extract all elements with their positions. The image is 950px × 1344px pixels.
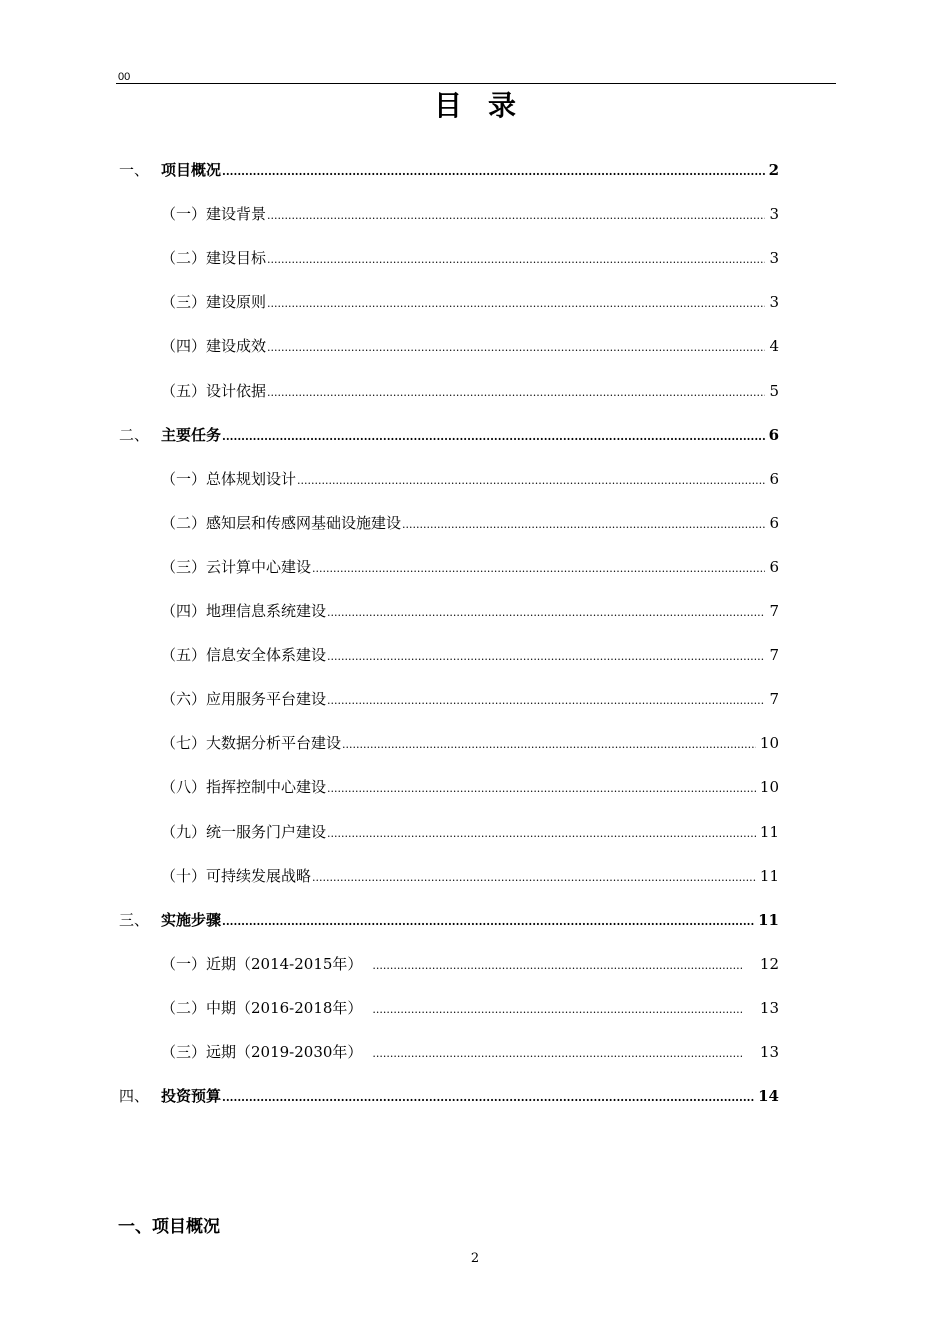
toc-entry-page: 11 <box>759 866 779 885</box>
toc-entry-page: 7 <box>769 646 779 665</box>
toc-entry-label: （十）可持续发展战略 <box>161 866 312 885</box>
toc-leader-dots <box>222 425 765 449</box>
toc-leader-dots <box>267 248 765 272</box>
toc-entry-page: 6 <box>769 469 779 488</box>
toc-entry-page: 10 <box>759 734 779 753</box>
toc-entry-page: 10 <box>759 778 779 797</box>
toc-leader-dots <box>327 822 756 846</box>
toc-entry-label: （八）指挥控制中心建设 <box>161 778 327 797</box>
toc-entry-page: 5 <box>769 381 779 400</box>
toc-entry[interactable] <box>119 1084 779 1108</box>
toc-entry-label: （六）应用服务平台建设 <box>161 690 327 709</box>
toc-entry-label: （一）近期（2014-2015年） <box>161 954 363 973</box>
toc-entry-page: 2 <box>768 161 779 179</box>
toc-leader-dots <box>312 866 756 890</box>
toc-leader-dots <box>222 160 765 184</box>
toc-entry-page: 13 <box>759 998 779 1017</box>
toc-entry[interactable] <box>161 599 779 623</box>
header-mark: 00 <box>118 71 131 83</box>
toc-entry[interactable] <box>161 952 779 976</box>
toc-entry[interactable] <box>161 555 779 579</box>
toc-entry[interactable] <box>161 246 779 270</box>
toc-entry-label: （三）远期（2019-2030年） <box>161 1043 363 1061</box>
toc-entry-label: （一）总体规划设计 <box>161 469 297 488</box>
toc-entry-page: 7 <box>769 690 779 709</box>
toc-leader-dots <box>267 381 765 405</box>
toc-entry[interactable] <box>161 775 779 799</box>
toc-entry[interactable] <box>161 202 779 226</box>
toc-entry-page: 3 <box>769 249 779 268</box>
toc-entry-number: 二、 <box>119 425 150 444</box>
toc-entry[interactable] <box>119 158 779 182</box>
toc-entry-page: 11 <box>758 910 779 929</box>
toc-entry-number: 三、 <box>119 910 150 929</box>
toc-entry[interactable] <box>161 820 779 844</box>
toc-entry[interactable] <box>161 643 779 667</box>
toc-entry[interactable] <box>161 731 779 755</box>
toc-leader-dots <box>372 998 741 1022</box>
toc-leader-dots <box>267 336 765 360</box>
toc-entry-label: 投资预算 <box>161 1087 222 1106</box>
page-number: 2 <box>470 1251 480 1266</box>
toc-leader-dots <box>222 910 754 934</box>
toc-leader-dots <box>327 689 765 713</box>
section-heading: 一、项目概况 <box>118 1217 220 1237</box>
toc-entry[interactable] <box>161 996 779 1020</box>
toc-leader-dots <box>372 1042 741 1066</box>
toc-entry-label: （二）感知层和传感网基础设施建设 <box>161 513 402 532</box>
toc-entry[interactable] <box>161 379 779 403</box>
toc-entry-number: 一、 <box>119 161 150 179</box>
toc-entry-page: 6 <box>769 513 779 532</box>
toc-entry-page: 12 <box>759 954 779 973</box>
toc-leader-dots <box>297 469 765 493</box>
toc-entry-page: 6 <box>768 425 779 444</box>
toc-entry-label: （三）建设原则 <box>161 293 267 312</box>
toc-entry[interactable] <box>119 423 779 447</box>
toc-title: 目录 <box>433 89 542 122</box>
toc-entry-label: （五）信息安全体系建设 <box>161 646 327 665</box>
toc-leader-dots <box>267 292 765 316</box>
toc-entry-page: 6 <box>769 557 779 576</box>
toc-entry-page: 3 <box>769 293 779 312</box>
toc-entry[interactable] <box>161 1040 779 1064</box>
toc-leader-dots <box>312 557 765 581</box>
toc-leader-dots <box>327 645 765 669</box>
toc-entry[interactable] <box>161 687 779 711</box>
toc-entry[interactable] <box>161 467 779 491</box>
toc-leader-dots <box>327 601 765 625</box>
toc-entry-label: （四）地理信息系统建设 <box>161 602 327 620</box>
toc-leader-dots <box>222 1086 754 1110</box>
toc-leader-dots <box>267 204 765 228</box>
toc-leader-dots <box>342 733 756 757</box>
toc-entry[interactable] <box>161 511 779 535</box>
toc-entry-label: （五）设计依据 <box>161 381 267 400</box>
toc-entry-label: （二）建设目标 <box>161 249 267 268</box>
toc-entry-label: （七）大数据分析平台建设 <box>161 734 342 753</box>
toc-entry-page: 13 <box>759 1043 779 1061</box>
toc-entry-number: 四、 <box>119 1087 150 1106</box>
toc-entry-label: 主要任务 <box>161 425 222 444</box>
toc-entry[interactable] <box>161 290 779 314</box>
toc-leader-dots <box>372 954 741 978</box>
toc-entry-label: 实施步骤 <box>161 910 222 929</box>
toc-entry-page: 14 <box>758 1087 779 1106</box>
toc-leader-dots <box>402 513 765 537</box>
toc-entry[interactable] <box>119 908 779 932</box>
toc-entry[interactable] <box>161 864 779 888</box>
toc-entry-page: 11 <box>759 822 779 841</box>
toc-entry-page: 4 <box>769 337 779 356</box>
toc-entry-label: （一）建设背景 <box>161 205 267 224</box>
toc-entry-label: （三）云计算中心建设 <box>161 557 312 576</box>
toc-entry[interactable] <box>161 334 779 358</box>
toc-entry-label: 项目概况 <box>161 161 222 179</box>
toc-leader-dots <box>327 777 756 801</box>
toc-entry-page: 7 <box>769 602 779 620</box>
toc-entry-label: （四）建设成效 <box>161 337 267 356</box>
toc-entry-page: 3 <box>769 205 779 224</box>
toc-entry-label: （九）统一服务门户建设 <box>161 822 327 841</box>
toc-entry-label: （二）中期（2016-2018年） <box>161 998 363 1017</box>
